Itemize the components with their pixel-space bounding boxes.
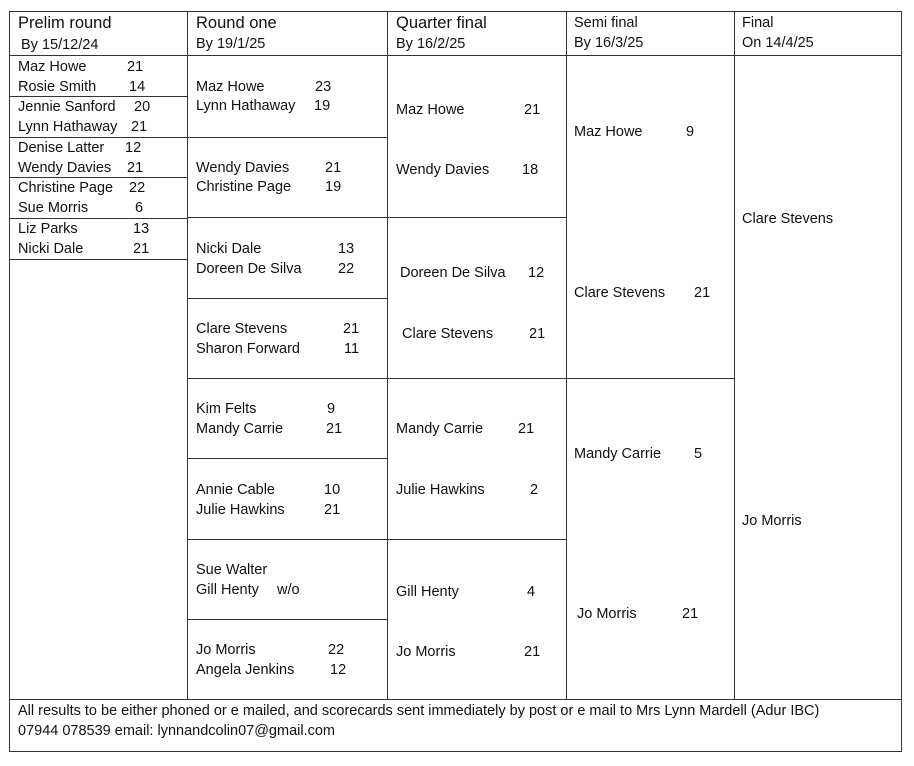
semi-player-name: Mandy Carrie	[574, 446, 662, 462]
final-date: On 14/4/25	[742, 35, 814, 51]
prelim-player-name: Wendy Davies	[18, 160, 112, 176]
prelim-date: By 15/12/24	[21, 37, 99, 53]
semi-player-name: Clare Stevens	[574, 285, 666, 301]
round-one-divider	[187, 378, 387, 379]
semi-player-name: Maz Howe	[574, 124, 643, 140]
quarter-player-score: 12	[528, 265, 545, 281]
semi-player-score: 5	[694, 446, 703, 462]
semi-player-score: 21	[682, 606, 699, 622]
round-one-player-score: 19	[314, 98, 331, 114]
round-one-player-score: 21	[326, 421, 343, 437]
final-player-name: Jo Morris	[742, 513, 802, 529]
prelim-player-score: 14	[129, 79, 146, 95]
quarter-player-score: 4	[527, 584, 536, 600]
round-one-player-score: 19	[325, 179, 342, 195]
round-one-player-score: 11	[344, 341, 360, 357]
prelim-divider	[9, 259, 187, 260]
prelim-player-name: Sue Morris	[18, 200, 89, 216]
quarter-player-name: Doreen De Silva	[400, 265, 506, 281]
prelim-player-score: 21	[127, 59, 144, 75]
round-one-player-name: Doreen De Silva	[196, 261, 302, 277]
quarter-player-score: 21	[529, 326, 546, 342]
quarter-player-score: 21	[524, 644, 541, 660]
col-divider	[187, 11, 188, 699]
round-one-player-name: Nicki Dale	[196, 241, 262, 257]
round-one-player-score: 23	[315, 79, 332, 95]
final-title: Final	[742, 15, 774, 31]
round-one-player-name: Julie Hawkins	[196, 502, 285, 518]
round-one-player-score: 13	[338, 241, 355, 257]
prelim-player-score: 21	[131, 119, 148, 135]
round-one-player-score: 22	[328, 642, 345, 658]
prelim-divider	[9, 218, 187, 219]
prelim-player-score: 20	[134, 99, 151, 115]
round-one-player-name: Gill Henty	[196, 582, 259, 598]
round-one-divider	[187, 298, 387, 299]
round-one-player-score: w/o	[277, 582, 300, 598]
prelim-player-score: 21	[133, 241, 150, 257]
col-divider	[734, 11, 735, 699]
round-one-date: By 19/1/25	[196, 36, 266, 52]
quarter-player-name: Mandy Carrie	[396, 421, 484, 437]
prelim-player-name: Lynn Hathaway	[18, 119, 118, 135]
col-divider	[387, 11, 388, 699]
prelim-player-score: 12	[125, 140, 142, 156]
quarter-player-score: 2	[530, 482, 539, 498]
round-one-player-score: 10	[324, 482, 341, 498]
round-one-divider	[187, 539, 387, 540]
quarter-player-name: Jo Morris	[396, 644, 456, 660]
round-one-divider	[187, 458, 387, 459]
semi-player-score: 21	[694, 285, 711, 301]
round-one-player-name: Jo Morris	[196, 642, 256, 658]
round-one-player-name: Christine Page	[196, 179, 292, 195]
round-one-player-name: Sharon Forward	[196, 341, 300, 357]
prelim-player-name: Jennie Sanford	[18, 99, 116, 115]
prelim-player-score: 6	[135, 200, 144, 216]
quarter-player-name: Julie Hawkins	[396, 482, 485, 498]
round-one-player-score: 21	[325, 160, 342, 176]
round-one-player-score: 22	[338, 261, 355, 277]
round-one-player-name: Maz Howe	[196, 79, 265, 95]
prelim-player-name: Liz Parks	[18, 221, 78, 237]
quarter-divider	[387, 378, 566, 379]
quarter-divider	[387, 217, 566, 218]
round-one-player-name: Lynn Hathaway	[196, 98, 296, 114]
quarter-divider	[387, 539, 566, 540]
round-one-player-name: Clare Stevens	[196, 321, 288, 337]
round-one-player-name: Kim Felts	[196, 401, 257, 417]
round-one-divider	[187, 137, 387, 138]
semi-player-name: Jo Morris	[577, 606, 637, 622]
final-player-name: Clare Stevens	[742, 211, 834, 227]
footer-instructions: All results to be either phoned or e mailed, and scorecards sent immediately by post or e mail to Mrs Lynn Mardell (Adur IBC)	[18, 703, 820, 719]
round-one-player-score: 21	[343, 321, 360, 337]
round-one-player-name: Mandy Carrie	[196, 421, 284, 437]
semi-divider	[566, 378, 734, 379]
prelim-player-score: 13	[133, 221, 150, 237]
prelim-title: Prelim round	[18, 14, 112, 32]
round-one-player-name: Angela Jenkins	[196, 662, 295, 678]
round-one-player-name: Wendy Davies	[196, 160, 290, 176]
round-one-divider	[187, 619, 387, 620]
round-one-player-name: Sue Walter	[196, 562, 268, 578]
round-one-player-name: Annie Cable	[196, 482, 275, 498]
prelim-player-name: Rosie Smith	[18, 79, 97, 95]
header-divider	[9, 55, 902, 56]
quarter-player-name: Maz Howe	[396, 102, 465, 118]
quarter-player-name: Wendy Davies	[396, 162, 490, 178]
footer-divider	[9, 699, 902, 700]
prelim-player-name: Christine Page	[18, 180, 114, 196]
quarter-date: By 16/2/25	[396, 36, 466, 52]
semi-title: Semi final	[574, 15, 638, 31]
quarter-player-name: Clare Stevens	[402, 326, 494, 342]
round-one-player-score: 9	[327, 401, 336, 417]
quarter-player-score: 18	[522, 162, 539, 178]
prelim-divider	[9, 137, 187, 138]
semi-player-score: 9	[686, 124, 695, 140]
prelim-divider	[9, 177, 187, 178]
quarter-player-name: Gill Henty	[396, 584, 459, 600]
col-divider	[566, 11, 567, 699]
prelim-player-name: Nicki Dale	[18, 241, 84, 257]
quarter-title: Quarter final	[396, 14, 487, 32]
round-one-player-score: 21	[324, 502, 341, 518]
prelim-player-name: Denise Latter	[18, 140, 105, 156]
round-one-title: Round one	[196, 14, 277, 32]
footer-contact: 07944 078539 email: lynnandcolin07@gmail.com	[18, 723, 336, 739]
prelim-divider	[9, 96, 187, 97]
prelim-player-name: Maz Howe	[18, 59, 87, 75]
round-one-divider	[187, 217, 387, 218]
round-one-player-score: 12	[330, 662, 347, 678]
quarter-player-score: 21	[518, 421, 535, 437]
semi-date: By 16/3/25	[574, 35, 644, 51]
prelim-player-score: 22	[129, 180, 146, 196]
prelim-player-score: 21	[127, 160, 144, 176]
quarter-player-score: 21	[524, 102, 541, 118]
